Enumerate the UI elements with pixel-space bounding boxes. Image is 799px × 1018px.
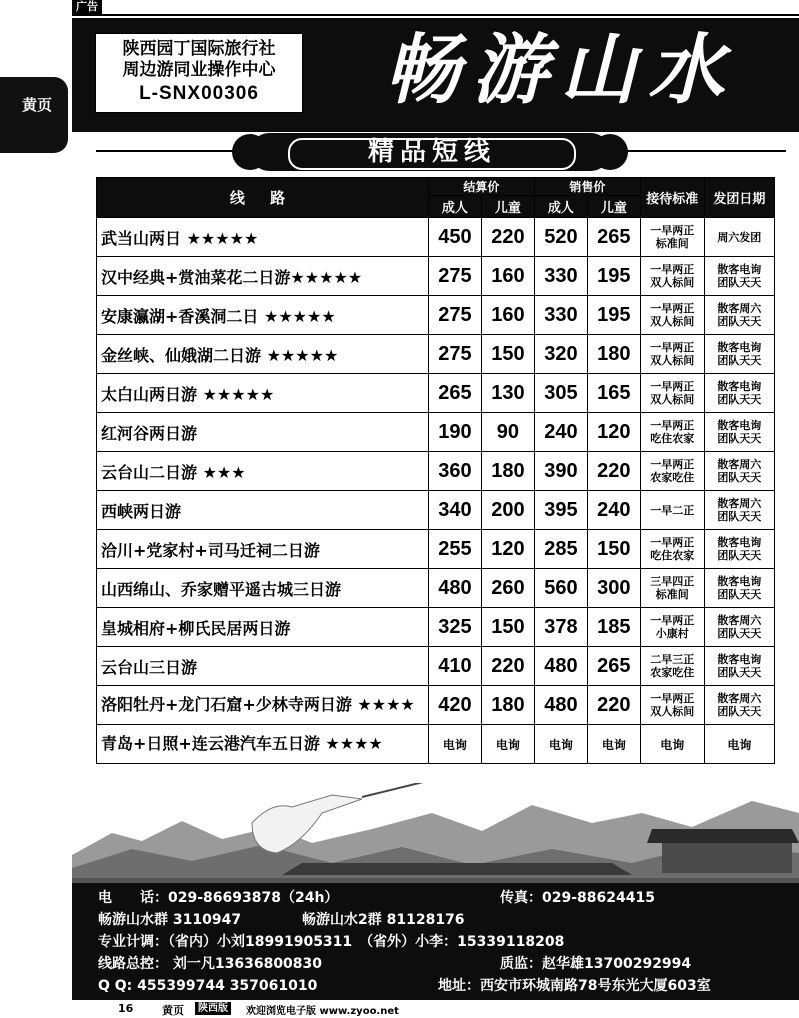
departure-cell xyxy=(704,413,774,452)
route-name: 云台山二日游 ★★★ xyxy=(97,452,429,491)
standard-line: 一早两正 xyxy=(650,419,695,432)
side-tab xyxy=(0,77,68,153)
contact-footer xyxy=(72,883,799,1000)
standard-line: 一早两正 xyxy=(650,302,695,315)
price-retail-adult: 330 xyxy=(534,296,587,335)
departure-line: 团队天天 xyxy=(717,354,762,367)
price-retail-adult: 330 xyxy=(534,257,587,296)
departure-cell xyxy=(704,686,774,725)
price-settle-adult: 410 xyxy=(428,647,481,686)
departure-line: 电询 xyxy=(727,737,752,752)
departure-cell xyxy=(704,452,774,491)
table-row xyxy=(97,335,775,374)
standard-line: 小康村 xyxy=(655,627,689,640)
route-table-body xyxy=(97,218,775,764)
route-name: 汉中经典+赏油菜花二日游★★★★★ xyxy=(97,257,429,296)
standard-line: 标准间 xyxy=(655,237,689,250)
standard-line: 一早两正 xyxy=(650,380,695,393)
departure-cell xyxy=(704,530,774,569)
departure-cell xyxy=(704,257,774,296)
price-settle-adult: 265 xyxy=(428,374,481,413)
departure-cell xyxy=(704,218,774,257)
table-row xyxy=(97,257,775,296)
price-settle-adult: 450 xyxy=(428,218,481,257)
price-settle-child: 130 xyxy=(481,374,534,413)
route-name: 金丝峡、仙娥湖二日游 ★★★★★ xyxy=(97,335,429,374)
price-retail-child: 150 xyxy=(587,530,640,569)
route-name: 红河谷两日游 xyxy=(97,413,429,452)
route-name: 洛阳牡丹+龙门石窟+少林寺两日游 ★★★★ xyxy=(97,686,429,725)
table-row xyxy=(97,413,775,452)
table-row xyxy=(97,374,775,413)
standard-line: 一早两正 xyxy=(650,224,695,237)
agency-license: L-SNX00306 xyxy=(139,83,259,104)
price-retail-adult: 378 xyxy=(534,608,587,647)
agency-name: 陕西园丁国际旅行社 xyxy=(122,39,276,59)
route-table xyxy=(96,177,775,764)
header-settle-price: 结算价 xyxy=(428,178,534,196)
departure-cell xyxy=(704,374,774,413)
price-settle-child: 电询 xyxy=(481,725,534,764)
departure-line: 散客电询 xyxy=(717,263,762,276)
route-name: 洽川+党家村+司马迁祠二日游 xyxy=(97,530,429,569)
standard-line: 电询 xyxy=(660,737,685,752)
route-name: 安康瀛湖+香溪洞二日 ★★★★★ xyxy=(97,296,429,335)
departure-line: 团队天天 xyxy=(717,627,762,640)
standard-cell xyxy=(640,569,704,608)
standard-cell xyxy=(640,452,704,491)
route-name: 武当山两日 ★★★★★ xyxy=(97,218,429,257)
price-settle-child: 120 xyxy=(481,530,534,569)
header-retail-child: 儿童 xyxy=(587,196,640,218)
standard-cell xyxy=(640,491,704,530)
departure-line: 团队天天 xyxy=(717,315,762,328)
price-settle-child: 260 xyxy=(481,569,534,608)
table-row xyxy=(97,569,775,608)
departure-cell xyxy=(704,491,774,530)
price-retail-child: 185 xyxy=(587,608,640,647)
departure-line: 团队天天 xyxy=(717,549,762,562)
standard-line: 双人标间 xyxy=(650,393,695,406)
price-retail-adult: 285 xyxy=(534,530,587,569)
agency-department: 周边游同业操作中心 xyxy=(122,60,276,80)
departure-line: 散客电询 xyxy=(717,575,762,588)
departure-cell xyxy=(704,569,774,608)
table-row xyxy=(97,608,775,647)
side-tab-label: 黄页 xyxy=(22,96,53,114)
route-name: 山西绵山、乔家赠平遥古城三日游 xyxy=(97,569,429,608)
price-retail-adult: 520 xyxy=(534,218,587,257)
price-settle-child: 160 xyxy=(481,257,534,296)
edition-badge: 陕西版 xyxy=(195,1002,231,1015)
header-retail-price: 销售价 xyxy=(534,178,640,196)
route-name: 太白山两日游 ★★★★★ xyxy=(97,374,429,413)
price-settle-adult: 255 xyxy=(428,530,481,569)
departure-line: 散客周六 xyxy=(717,458,762,471)
price-settle-adult: 275 xyxy=(428,257,481,296)
standard-cell xyxy=(640,725,704,764)
price-settle-adult: 325 xyxy=(428,608,481,647)
standard-line: 标准间 xyxy=(655,588,689,601)
header-retail-adult: 成人 xyxy=(534,196,587,218)
contact-group-1: 畅游山水群 3110947 xyxy=(98,912,242,928)
standard-line: 三早四正 xyxy=(650,575,695,588)
price-settle-child: 220 xyxy=(481,218,534,257)
price-settle-adult: 360 xyxy=(428,452,481,491)
price-retail-adult: 560 xyxy=(534,569,587,608)
departure-line: 散客电询 xyxy=(717,536,762,549)
price-settle-adult: 420 xyxy=(428,686,481,725)
standard-cell xyxy=(640,257,704,296)
standard-line: 一早二正 xyxy=(650,503,695,517)
table-row xyxy=(97,491,775,530)
departure-line: 散客周六 xyxy=(717,497,762,510)
contact-route-control: 线路总控： 刘一凡13636800830 xyxy=(98,956,323,972)
agency-box xyxy=(95,33,303,113)
table-row xyxy=(97,530,775,569)
standard-cell xyxy=(640,686,704,725)
brand-title: 畅游山水 xyxy=(384,25,736,114)
departure-line: 团队天天 xyxy=(717,588,762,601)
standard-cell xyxy=(640,218,704,257)
standard-cell xyxy=(640,413,704,452)
header-settle-child: 儿童 xyxy=(481,196,534,218)
section-title: 精品短线 xyxy=(367,137,496,167)
standard-cell xyxy=(640,335,704,374)
header-route: 线 路 xyxy=(97,178,429,218)
price-settle-child: 180 xyxy=(481,686,534,725)
page-number: 16 xyxy=(118,1002,134,1015)
departure-line: 团队天天 xyxy=(717,471,762,484)
departure-line: 团队天天 xyxy=(717,510,762,523)
route-name: 云台山三日游 xyxy=(97,647,429,686)
price-settle-child: 150 xyxy=(481,335,534,374)
standard-line: 一早两正 xyxy=(650,614,695,627)
contact-qq: Q Q: 455399744 357061010 xyxy=(98,978,318,994)
header-settle-adult: 成人 xyxy=(428,196,481,218)
departure-line: 团队天天 xyxy=(717,393,762,406)
departure-line: 团队天天 xyxy=(717,276,762,289)
price-settle-adult: 275 xyxy=(428,335,481,374)
price-settle-adult: 190 xyxy=(428,413,481,452)
contact-quality: 质监：赵华雄13700292994 xyxy=(500,956,692,972)
price-settle-adult: 电询 xyxy=(428,725,481,764)
site-note: 欢迎浏览电子版 www.zyoo.net xyxy=(246,1006,399,1017)
price-settle-child: 90 xyxy=(481,413,534,452)
ad-tag: 广告 xyxy=(72,0,102,14)
departure-line: 团队天天 xyxy=(717,432,762,445)
departure-cell xyxy=(704,647,774,686)
standard-line: 一早两正 xyxy=(650,341,695,354)
price-retail-adult: 480 xyxy=(534,647,587,686)
price-settle-child: 150 xyxy=(481,608,534,647)
standard-line: 一早两正 xyxy=(650,692,695,705)
departure-line: 散客电询 xyxy=(717,419,762,432)
contact-planners: 专业计调：（省内）小刘18991905311 （省外）小李：15339118208 xyxy=(98,934,565,950)
standard-line: 农家吃住 xyxy=(650,471,695,484)
departure-line: 散客周六 xyxy=(717,302,762,315)
contact-address: 地址：西安市环城南路78号东光大厦603室 xyxy=(438,978,711,994)
price-retail-adult: 390 xyxy=(534,452,587,491)
contact-group-2: 畅游山水2群 81128176 xyxy=(302,912,465,928)
price-retail-child: 240 xyxy=(587,491,640,530)
price-retail-adult: 305 xyxy=(534,374,587,413)
price-settle-child: 200 xyxy=(481,491,534,530)
price-retail-child: 195 xyxy=(587,257,640,296)
departure-line: 散客电询 xyxy=(717,380,762,393)
departure-cell xyxy=(704,296,774,335)
price-retail-adult: 395 xyxy=(534,491,587,530)
route-name: 皇城相府+柳氏民居两日游 xyxy=(97,608,429,647)
table-row xyxy=(97,686,775,725)
page-label: 黄页 xyxy=(162,1004,184,1017)
price-retail-child: 电询 xyxy=(587,725,640,764)
standard-cell xyxy=(640,608,704,647)
table-row xyxy=(97,725,775,764)
price-settle-child: 180 xyxy=(481,452,534,491)
price-retail-adult: 320 xyxy=(534,335,587,374)
contact-phone: 电 话：029-86693878（24h） xyxy=(98,890,339,906)
table-row xyxy=(97,452,775,491)
departure-line: 散客电询 xyxy=(717,653,762,666)
price-retail-child: 220 xyxy=(587,452,640,491)
departure-cell xyxy=(704,335,774,374)
price-retail-adult: 电询 xyxy=(534,725,587,764)
departure-line: 散客电询 xyxy=(717,341,762,354)
scenery-illustration xyxy=(72,783,799,883)
table-row xyxy=(97,296,775,335)
price-retail-adult: 240 xyxy=(534,413,587,452)
price-retail-child: 265 xyxy=(587,647,640,686)
price-retail-child: 165 xyxy=(587,374,640,413)
price-retail-child: 195 xyxy=(587,296,640,335)
price-retail-child: 265 xyxy=(587,218,640,257)
departure-cell xyxy=(704,725,774,764)
route-name: 西峡两日游 xyxy=(97,491,429,530)
departure-cell xyxy=(704,608,774,647)
price-retail-child: 120 xyxy=(587,413,640,452)
standard-cell xyxy=(640,374,704,413)
departure-line: 散客周六 xyxy=(717,692,762,705)
standard-line: 双人标间 xyxy=(650,354,695,367)
standard-line: 一早两正 xyxy=(650,458,695,471)
price-retail-child: 220 xyxy=(587,686,640,725)
standard-cell xyxy=(640,296,704,335)
standard-line: 双人标间 xyxy=(650,705,695,718)
table-row xyxy=(97,218,775,257)
standard-line: 农家吃住 xyxy=(650,666,695,679)
price-settle-adult: 275 xyxy=(428,296,481,335)
contact-fax: 传真：029-88624415 xyxy=(500,890,655,906)
price-settle-adult: 340 xyxy=(428,491,481,530)
price-settle-child: 220 xyxy=(481,647,534,686)
standard-cell xyxy=(640,647,704,686)
standard-line: 一早两正 xyxy=(650,263,695,276)
standard-line: 吃住农家 xyxy=(650,549,695,562)
standard-line: 二早三正 xyxy=(650,653,695,666)
price-settle-child: 160 xyxy=(481,296,534,335)
price-retail-child: 300 xyxy=(587,569,640,608)
price-settle-adult: 480 xyxy=(428,569,481,608)
route-name: 青岛+日照+连云港汽车五日游 ★★★★ xyxy=(97,725,429,764)
price-retail-child: 180 xyxy=(587,335,640,374)
departure-line: 散客周六 xyxy=(717,614,762,627)
header-departure: 发团日期 xyxy=(704,178,774,218)
departure-line: 周六发团 xyxy=(717,230,762,244)
table-row xyxy=(97,647,775,686)
standard-line: 一早两正 xyxy=(650,536,695,549)
ad-divider xyxy=(72,14,799,16)
standard-line: 吃住农家 xyxy=(650,432,695,445)
header-standard: 接待标准 xyxy=(640,178,704,218)
departure-line: 团队天天 xyxy=(717,705,762,718)
departure-line: 团队天天 xyxy=(717,666,762,679)
standard-line: 双人标间 xyxy=(650,276,695,289)
standard-line: 双人标间 xyxy=(650,315,695,328)
standard-cell xyxy=(640,530,704,569)
price-retail-adult: 480 xyxy=(534,686,587,725)
